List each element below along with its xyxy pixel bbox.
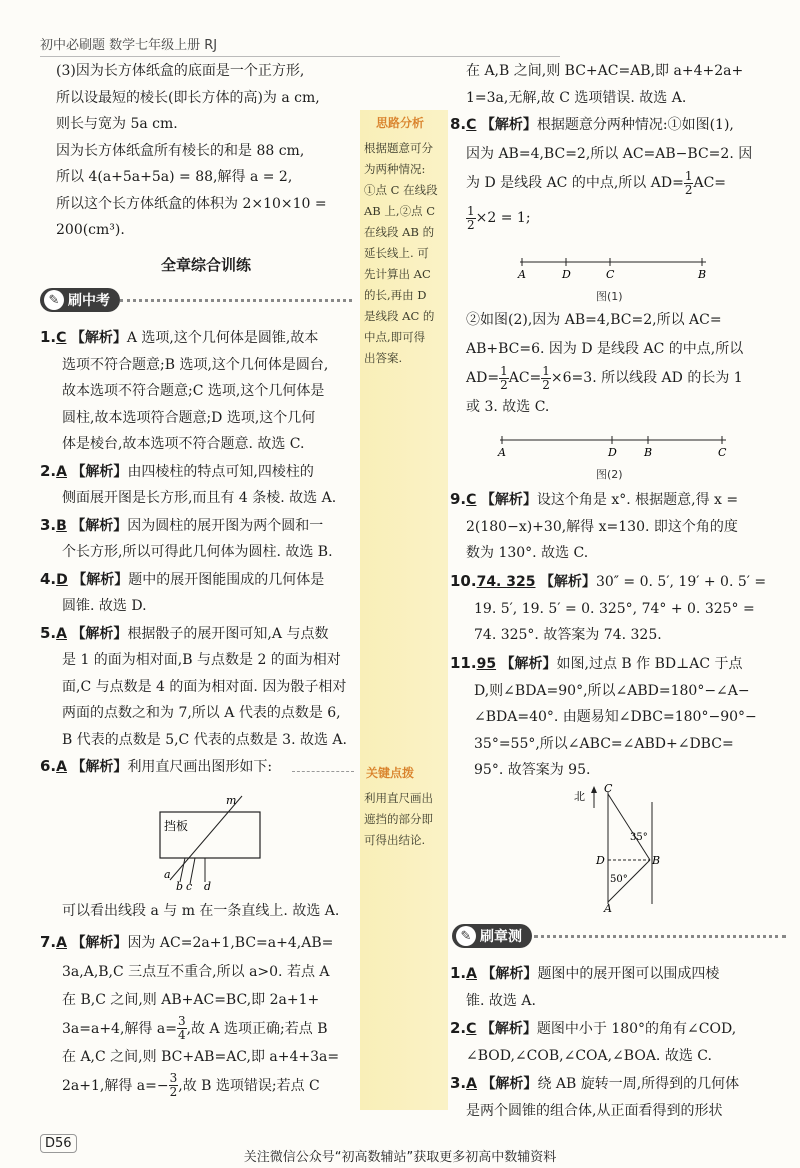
text-line: 所以 4(a+5a+5a) = 88,解得 a = 2, xyxy=(56,169,293,185)
svg-text:B: B xyxy=(652,854,661,867)
item-1: 1.C 【解析】A 选项,这个几何体是圆锥,故本 xyxy=(40,328,319,346)
q6-conclusion: 可以看出线段 a 与 m 在一条直线上. 故选 A. xyxy=(62,903,340,919)
svg-text:C: C xyxy=(604,782,613,795)
item-5-line: 两面的点数之和为 7,所以 A 代表的点数是 6, xyxy=(62,705,341,721)
figure-caption: 图(1) xyxy=(596,290,623,303)
item-6: 6.A 【解析】利用直尺画出图形如下: xyxy=(40,757,273,775)
footer-note: 关注微信公众号“初高数辅站”获取更多初高中数辅资料 xyxy=(243,1150,557,1165)
fraction: $\frac{3}{4}$ xyxy=(177,1014,186,1042)
item-8: 8.C 【解析】根据题意分两种情况:①如图(1), 因为 AB=4,BC=2,所以 AC=AB−BC=2. 因 为 D 是线段 AC 的中点,所以 AD= $\frac{1}{2}$ AC= $\frac{1}{2}$ ×2 = 1; xyxy=(450,115,753,232)
figure-8-2 xyxy=(490,432,740,460)
leader-line xyxy=(292,771,354,772)
section-badge-zhongkao xyxy=(40,288,120,312)
item-2: 2.A 【解析】由四棱柱的特点可知,四棱柱的 xyxy=(40,461,314,480)
fig-label-a: a xyxy=(164,868,171,881)
item-3: 3.B 【解析】因为圆柱的展开图为两个圆和一 xyxy=(40,515,324,534)
margin-note-analysis: 根据题意可分 为两种情况: ①点 C 在线段 AB 上,②点 C 在线段 AB 的 延长线上. 可 先计算出 AC 的长,再由 D 是线段 AC 的 中点,即可得 出答案. xyxy=(364,141,438,365)
margin-title-key: 关键点拨 xyxy=(366,766,415,780)
pencil-icon: ✎ xyxy=(44,290,64,310)
svg-text:B: B xyxy=(644,446,653,459)
item-5-line: 是 1 的面为相对面,B 与点数是 2 的面为相对 xyxy=(62,652,341,668)
item-5: 5.A 【解析】根据骰子的展开图可知,A 与点数 xyxy=(40,623,329,642)
svg-text:B: B xyxy=(698,268,707,280)
chapter-title: 全章综合训练 xyxy=(160,256,251,274)
test-answers: 1.A 【解析】题图中的展开图可以围成四棱 锥. 故选 A. 2.C 【解析】题图中小于 180°的角有∠COD, ∠BOD,∠COB,∠COA,∠BOA. 故选 C. 3.A 【解析】绕 AB 旋转一周,所得到的几何体 是两个圆锥的组合体,从正面看得到的形状 xyxy=(450,964,740,1119)
fraction: $\frac{1}{2}$ xyxy=(542,363,550,392)
fig-label-c: c xyxy=(186,880,193,892)
header-rule xyxy=(40,56,560,57)
svg-text:D: D xyxy=(596,854,605,867)
q7-continued: 在 A,B 之间,则 BC+AC=AB,即 a+4+2a+ 1=3a,无解,故 C 选项错误. 故选 A. xyxy=(466,63,744,106)
pencil-icon: ✎ xyxy=(456,926,476,946)
svg-text:50°: 50° xyxy=(610,874,628,885)
item-11: 11.95 【解析】如图,过点 B 作 BD⊥AC 于点 D,则∠BDA=90°,所以∠ABD=180°−∠A− ∠BDA=40°. 由题易知∠DBC=180°−90°− 35°=55°,所以∠ABC=∠ABD+∠DBC= 95°. 故答案为 95. xyxy=(450,654,757,778)
line-m xyxy=(170,796,242,880)
text-line: (3)因为长方体纸盒的底面是一个正方形, xyxy=(56,63,305,79)
item-1-line: 圆柱,故本选项符合题意;D 选项,这个几何 xyxy=(62,409,316,426)
figure-q6 xyxy=(150,792,280,892)
fig-label-m: m xyxy=(226,794,237,807)
item-7: 7.A 【解析】因为 AC=2a+1,BC=a+4,AB= 3a,A,B,C 三点互不重合,所以 a>0. 若点 A 在 B,C 之间,则 AB+AC=BC,即 2a+1+ 3a=a+4,解得 a= $\frac{3}{4}$ ,故 A 选项正确;若点 B 在 A,C 之间,则 BC+AB=AC,即 a+4+3a= 2a+1,解得 a=− $\frac{3}{2}$ ,故 B 选项错误;若点 C xyxy=(40,933,340,1099)
running-header: 初中必刷题 数学七年级上册 RJ xyxy=(40,38,218,53)
item-3-line: 个长方形,所以可得此几何体为圆柱. 故选 B. xyxy=(62,544,333,560)
answers-block-left xyxy=(40,324,358,781)
fig-label-b: b xyxy=(176,880,184,892)
figure-8-1 xyxy=(510,254,730,280)
page-number: D56 xyxy=(40,1134,77,1153)
item-1-line: 体是棱台,故本选项不符合题意. 故选 C. xyxy=(62,436,305,452)
svg-text:北: 北 xyxy=(574,790,585,803)
item-4-line: 圆锥. 故选 D. xyxy=(62,598,147,614)
fig-label-d: d xyxy=(204,880,212,892)
fraction: $\frac{1}{2}$ xyxy=(500,363,508,392)
item-9: 9.C 【解析】设这个角是 x°. 根据题意,得 x = 2(180−x)+30,解得 x=130. 即这个角的度 数为 130°. 故选 C. xyxy=(450,490,739,561)
figure-11 xyxy=(570,782,680,912)
text-line: 200(cm³). xyxy=(56,222,125,238)
margin-title-analysis: 思路分析 xyxy=(376,116,425,130)
dotted-divider xyxy=(120,299,352,302)
svg-text:A: A xyxy=(498,446,506,459)
q3-solution xyxy=(56,58,356,244)
section-badge-zhangce xyxy=(452,924,532,948)
item-1-line: 选项不符合题意;B 选项,这个几何体是圆台, xyxy=(62,356,329,373)
item-4: 4.D 【解析】题中的展开图能围成的几何体是 xyxy=(40,569,325,588)
item-5-line: 面,C 与点数是 4 的面为相对面. 因为骰子相对 xyxy=(62,678,347,695)
line-b xyxy=(180,858,185,882)
item-8-part2: ②如图(2),因为 AB=4,BC=2,所以 AC= AB+BC=6. 因为 D 是线段 AC 的中点,所以 AD= $\frac{1}{2}$ AC= $\frac{1}{2}$ ×6=3. 所以线段 AD 的长为 1 或 3. 故选 C. xyxy=(466,312,744,415)
fraction: $\frac{1}{2}$ xyxy=(467,203,475,232)
dotted-divider xyxy=(534,935,786,938)
svg-text:C: C xyxy=(718,446,727,459)
svg-text:C: C xyxy=(606,268,615,280)
figure-caption: 图(2) xyxy=(596,468,623,481)
text-line: 因为长方体纸盒所有棱长的和是 88 cm, xyxy=(56,142,305,159)
svg-text:A: A xyxy=(518,268,526,280)
svg-text:A: A xyxy=(604,902,612,912)
fraction: $\frac{3}{2}$ xyxy=(169,1071,178,1099)
badge-label: 刷章测 xyxy=(480,929,522,945)
svg-text:D: D xyxy=(562,268,571,280)
fig-label-board: 挡板 xyxy=(164,819,189,833)
text-line: 所以设最短的棱长(即长方体的高)为 a cm, xyxy=(56,89,320,106)
item-5-line: B 代表的点数是 5,C 代表的点数是 3. 故选 A. xyxy=(62,731,347,748)
item-2-line: 侧面展开图是长方形,而且有 4 条棱. 故选 A. xyxy=(62,490,337,506)
badge-label: 刷中考 xyxy=(68,293,110,309)
text-line: 则长与宽为 5a cm. xyxy=(56,116,178,132)
svg-text:35°: 35° xyxy=(630,832,648,843)
svg-text:D: D xyxy=(608,446,617,459)
item-1-line: 故本选项不符合题意;C 选项,这个几何体是 xyxy=(62,383,325,399)
text-line: 所以这个长方体纸盒的体积为 2×10×10 = xyxy=(56,195,327,212)
fraction: $\frac{1}{2}$ xyxy=(684,168,693,197)
margin-note-key: 利用直尺画出 遮挡的部分即 可得出结论. xyxy=(364,791,433,847)
item-10: 10.74. 325 【解析】30″ = 0. 5′, 19′ + 0. 5′ = 19. 5′, 19. 5′ = 0. 325°, 74° + 0. 325° = 74. 325°. 故答案为 74. 325. xyxy=(450,572,767,643)
